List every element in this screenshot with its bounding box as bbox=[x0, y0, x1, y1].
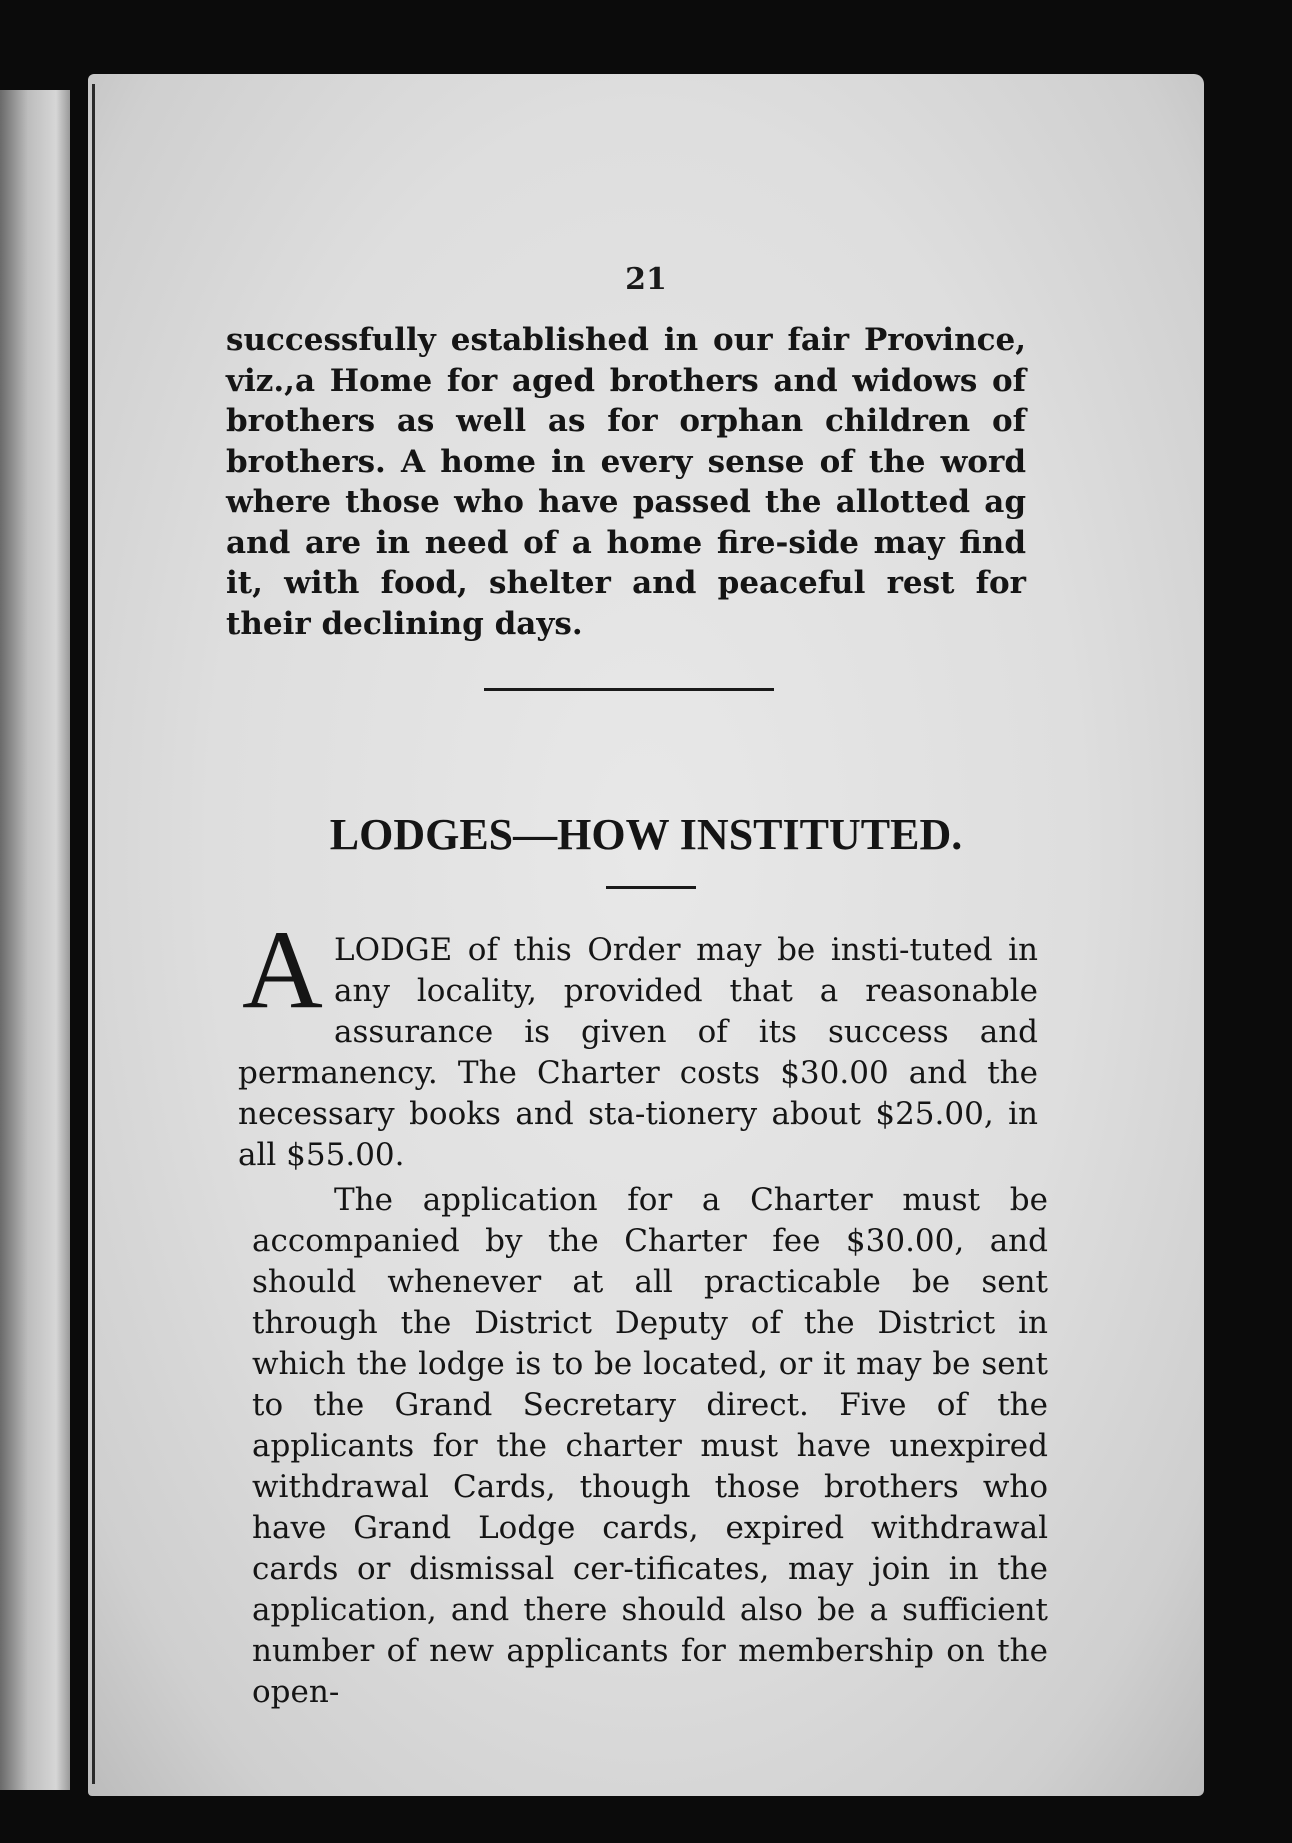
second-paragraph: The application for a Charter must be accompanied by the Charter fee $30.00, and should whenever at all practicable be sent through the District Deputy of the District in which the lodge is to be located, or it may be sent to the Grand Secretary direct. Five of the applicants for the charter must have unexpired withdrawal Cards, though those brothers who have Grand Lodge cards, expired withdrawal cards or dismissal cer-tificates, may join in the application, and there should also be a sufficient number of new applicants for membership on the open- bbox=[252, 1182, 1048, 1710]
intro-paragraph: LODGE of this Order may be insti-tuted in any locality, provided that a reasonable assurance is given of its success and permanency. The Charter costs $30.00 and the necessary books and sta-tionery about $25.00, in all $55.00. bbox=[238, 932, 1038, 1173]
gutter-shadow bbox=[92, 84, 95, 1784]
page-number: 21 bbox=[625, 262, 667, 297]
page-sheet bbox=[88, 74, 1204, 1796]
section-divider-rule bbox=[484, 688, 774, 691]
facing-page-edge bbox=[0, 90, 70, 1790]
section-heading: LODGES—HOW INSTITUTED. bbox=[329, 810, 963, 859]
heading-underline-rule bbox=[606, 886, 696, 889]
top-paragraph: successfully established in our fair Province, viz.,a Home for aged brothers and widows of brothers as well as for orphan children of brothers. A home in every sense of the word where those who have passed the allotted ag and are in need of a home fire-side may find it, with food, shelter and peaceful rest for their declining days. bbox=[226, 322, 1026, 642]
drop-cap: A bbox=[242, 908, 323, 1032]
